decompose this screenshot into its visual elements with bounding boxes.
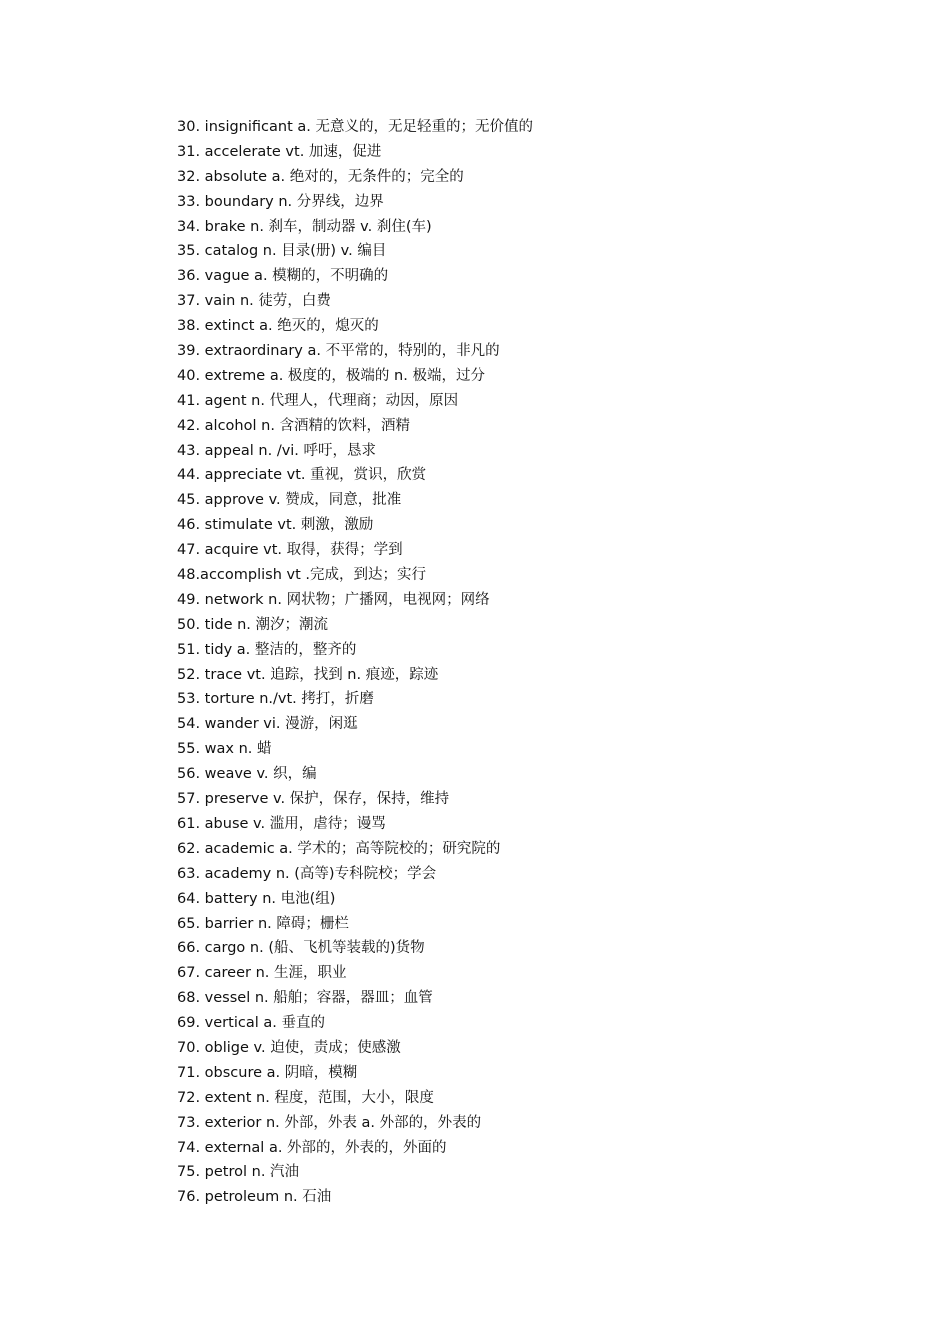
vocab-entry: 47. acquire vt. 取得，获得；学到 — [177, 542, 403, 559]
vocab-entry: 43. appeal n. /vi. 呼吁，恳求 — [177, 442, 377, 459]
vocab-entry: 61. abuse v. 滥用，虐待；谩骂 — [177, 815, 386, 832]
vocab-entry: 49. network n. 网状物；广播网，电视网；网络 — [177, 591, 490, 608]
vocab-entry: 42. alcohol n. 含酒精的饮料，酒精 — [177, 417, 411, 434]
vocab-entry: 37. vain n. 徒劳，白费 — [177, 293, 331, 310]
vocab-entry: 39. extraordinary a. 不平常的，特别的，非凡的 — [177, 343, 500, 360]
vocab-entry: 63. academy n. (高等)专科院校；学会 — [177, 865, 437, 882]
vocab-entry: 52. trace vt. 追踪，找到 n. 痕迹，踪迹 — [177, 666, 439, 683]
vocab-entry: 71. obscure a. 阴暗，模糊 — [177, 1064, 358, 1081]
vocab-entry: 57. preserve v. 保护，保存，保持，维持 — [177, 791, 450, 808]
vocab-entry: 68. vessel n. 船舶；容器，器皿；血管 — [177, 990, 433, 1007]
vocab-entry: 31. accelerate vt. 加速，促进 — [177, 143, 382, 160]
vocab-entry: 72. extent n. 程度，范围，大小，限度 — [177, 1089, 434, 1106]
vocab-entry: 48.accomplish vt .完成，到达；实行 — [177, 567, 426, 584]
vocab-entry: 32. absolute a. 绝对的，无条件的；完全的 — [177, 168, 464, 185]
vocab-entry: 36. vague a. 模糊的，不明确的 — [177, 268, 389, 285]
vocab-entry: 66. cargo n. (船、飞机等装载的)货物 — [177, 940, 425, 957]
vocab-entry: 56. weave v. 织，编 — [177, 766, 317, 783]
vocab-entry: 51. tidy a. 整洁的，整齐的 — [177, 641, 357, 658]
vocab-entry: 40. extreme a. 极度的，极端的 n. 极端，过分 — [177, 367, 485, 384]
vocab-entry: 30. insignificant a. 无意义的，无足轻重的；无价值的 — [177, 119, 533, 135]
vocab-entry: 74. external a. 外部的，外表的，外面的 — [177, 1139, 447, 1156]
vocab-entry: 45. approve v. 赞成，同意，批准 — [177, 492, 402, 509]
vocab-entry: 73. exterior n. 外部，外表 a. 外部的，外表的 — [177, 1114, 482, 1131]
vocab-entry: 70. oblige v. 迫使，责成；使感激 — [177, 1039, 401, 1056]
vocab-entry: 41. agent n. 代理人，代理商；动因，原因 — [177, 392, 459, 409]
vocab-entry: 62. academic a. 学术的；高等院校的；研究院的 — [177, 840, 501, 857]
vocab-entry: 65. barrier n. 障碍；栅栏 — [177, 915, 349, 932]
vocabulary-list — [177, 115, 533, 1210]
vocab-entry: 64. battery n. 电池(组) — [177, 890, 336, 907]
vocab-entry: 50. tide n. 潮汐；潮流 — [177, 616, 329, 633]
vocab-entry: 38. extinct a. 绝灭的，熄灭的 — [177, 318, 379, 335]
vocab-entry: 76. petroleum n. 石油 — [177, 1189, 332, 1206]
vocab-entry: 35. catalog n. 目录(册) v. 编目 — [177, 243, 387, 260]
vocab-entry: 44. appreciate vt. 重视，赏识，欣赏 — [177, 467, 427, 484]
vocab-entry: 69. vertical a. 垂直的 — [177, 1015, 325, 1032]
vocab-entry: 33. boundary n. 分界线，边界 — [177, 193, 384, 210]
vocab-entry: 67. career n. 生涯，职业 — [177, 965, 347, 982]
vocab-entry: 55. wax n. 蜡 — [177, 741, 272, 758]
vocab-entry: 46. stimulate vt. 刺激，激励 — [177, 517, 374, 534]
vocab-entry: 54. wander vi. 漫游，闲逛 — [177, 716, 358, 733]
vocab-entry: 34. brake n. 刹车，制动器 v. 刹住(车) — [177, 218, 432, 235]
vocab-entry: 75. petrol n. 汽油 — [177, 1164, 300, 1181]
vocab-entry: 53. torture n./vt. 拷打，折磨 — [177, 691, 374, 708]
